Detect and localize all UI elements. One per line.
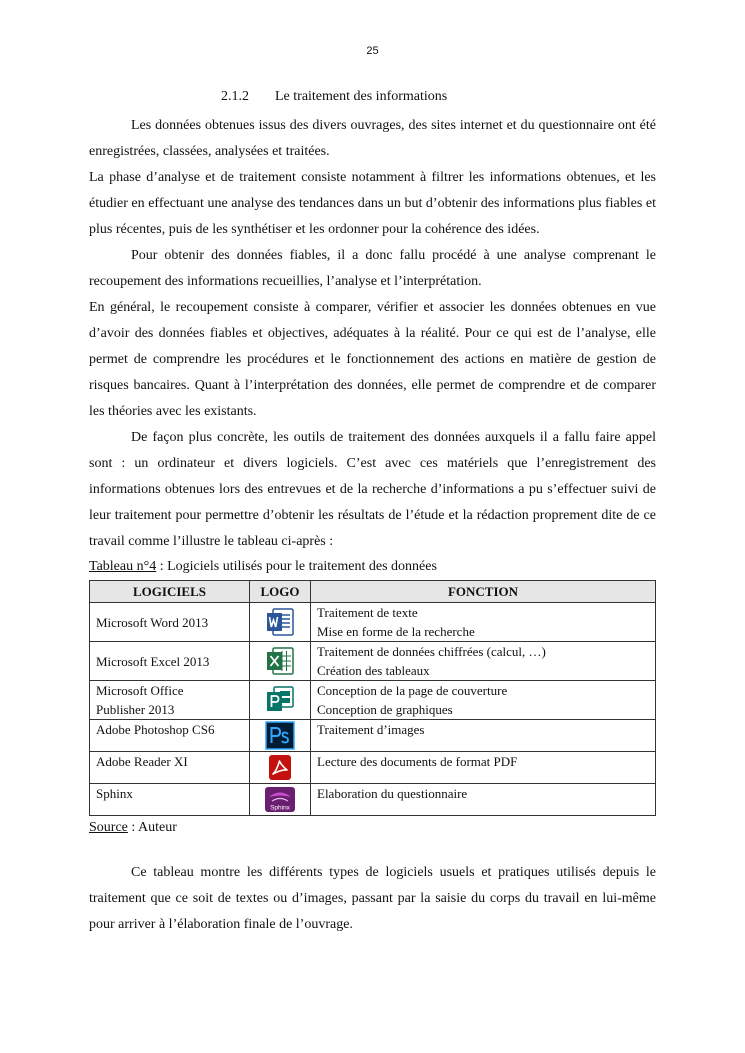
header-logo: LOGO: [250, 581, 311, 603]
header-fonction: FONCTION: [311, 581, 656, 603]
function-line: Mise en forme de la recherche: [317, 624, 475, 639]
software-name: Microsoft Word 2013: [90, 603, 250, 642]
function-cell: [311, 603, 656, 642]
photoshop-logo-icon: [265, 721, 295, 750]
sphinx-logo-text: Sphinx: [270, 804, 290, 812]
header-logiciels: LOGICIELS: [90, 581, 250, 603]
table-header-row: [90, 581, 656, 603]
word-logo-icon: [265, 608, 295, 636]
logo-cell: [250, 752, 311, 784]
function-cell: [311, 681, 656, 720]
paragraph-4: En général, le recoupement consiste à comparer, vérifier et associer les données obtenues en vue d’avoir des données fiables et objectives, adéquates à la réalité. Pour ce qui est de l’analyse, elle permet de comprendre les procédures et le fonctionnement des actions en matière de gestion de risques bancaires. Quant à l’interprétation des données, elle permet de comprendre et de comparer les théories avec les existants.: [89, 300, 656, 419]
table-row: [90, 642, 656, 681]
table-row: [90, 720, 656, 752]
software-name-line: Microsoft Office: [96, 683, 184, 698]
adobe-reader-logo-icon: [268, 754, 292, 781]
table-row: [90, 603, 656, 642]
function-line: Conception de la page de couverture: [317, 683, 508, 698]
function-cell: [311, 784, 656, 816]
table-row: [90, 681, 656, 720]
logo-cell: [250, 642, 311, 681]
logo-cell: [250, 784, 311, 816]
function-cell: [311, 642, 656, 681]
function-cell: [311, 752, 656, 784]
function-line: Conception de graphiques: [317, 702, 453, 717]
software-table: [89, 580, 656, 816]
table-caption-text: : Logiciels utilisés pour le traitement des données: [156, 559, 437, 574]
paragraph-3: Pour obtenir des données fiables, il a donc fallu procédé à une analyse comprenant le recoupement des informations recueillies, l’analyse et l’interprétation.: [89, 248, 656, 289]
table-row: [90, 784, 656, 816]
function-line: Création des tableaux: [317, 663, 430, 678]
excel-logo-icon: [265, 647, 295, 675]
function-line: Traitement de texte: [317, 605, 418, 620]
function-cell: [311, 720, 656, 752]
sphinx-logo-icon: [264, 786, 296, 813]
function-line: Lecture des documents de format PDF: [317, 754, 518, 769]
paragraph-5: De façon plus concrète, les outils de traitement des données auxquels il a fallu faire appel sont : un ordinateur et divers logiciels. C’est avec ces matériels que l’enregistrement des informations obtenues lors des entrevues et de la recherche d’informations a pu s’effectuer suivi de leur traitement pour permettre d’obtenir les résultats de l’étude et la rédaction proprement dite de ce travail comme l’illustre le tableau ci-après :: [89, 430, 656, 549]
page-content: [89, 87, 656, 938]
logo-cell: [250, 681, 311, 720]
logo-cell: [250, 603, 311, 642]
function-line: Elaboration du questionnaire: [317, 786, 468, 801]
table-row: [90, 752, 656, 784]
page-number: 25: [366, 45, 379, 57]
paragraph-2: La phase d’analyse et de traitement consiste notamment à filtrer les informations obtenues, et les étudier en effectuant une analyse des tendances dans un but d’obtenir des informations plus fiables et plus récentes, puis de les synthétiser et les ordonner pour la cohérence des idées.: [89, 170, 656, 237]
software-name: Microsoft Excel 2013: [90, 642, 250, 681]
table-caption-label: Tableau n°4: [89, 559, 157, 574]
software-name-line: Publisher 2013: [96, 702, 175, 717]
publisher-logo-icon: [265, 686, 295, 714]
section-number: 2.1.2: [221, 89, 249, 104]
paragraph-after-table: Ce tableau montre les différents types de logiciels usuels et pratiques utilisés depuis le traitement que ce soit de textes ou d’images, passant par la saisie du corps du travail en lui-même pour arriver à l’élaboration finale de l’ouvrage.: [89, 865, 656, 932]
paragraph-1: Les données obtenues issus des divers ouvrages, des sites internet et du questionnaire ont été enregistrées, classées, analysées et traitées.: [89, 118, 656, 159]
section-heading: [221, 87, 656, 107]
source-label: Source: [89, 820, 128, 835]
table-caption: [89, 557, 656, 577]
source-text: : Auteur: [127, 820, 177, 835]
software-name: Sphinx: [90, 784, 250, 816]
table-source: [89, 818, 656, 838]
function-line: Traitement de données chiffrées (calcul, …): [317, 644, 546, 659]
section-title: Le traitement des informations: [275, 89, 448, 104]
software-name: Adobe Reader XI: [90, 752, 250, 784]
logo-cell: [250, 720, 311, 752]
function-line: Traitement d’images: [317, 722, 425, 737]
software-name: [90, 681, 250, 720]
software-name: Adobe Photoshop CS6: [90, 720, 250, 752]
